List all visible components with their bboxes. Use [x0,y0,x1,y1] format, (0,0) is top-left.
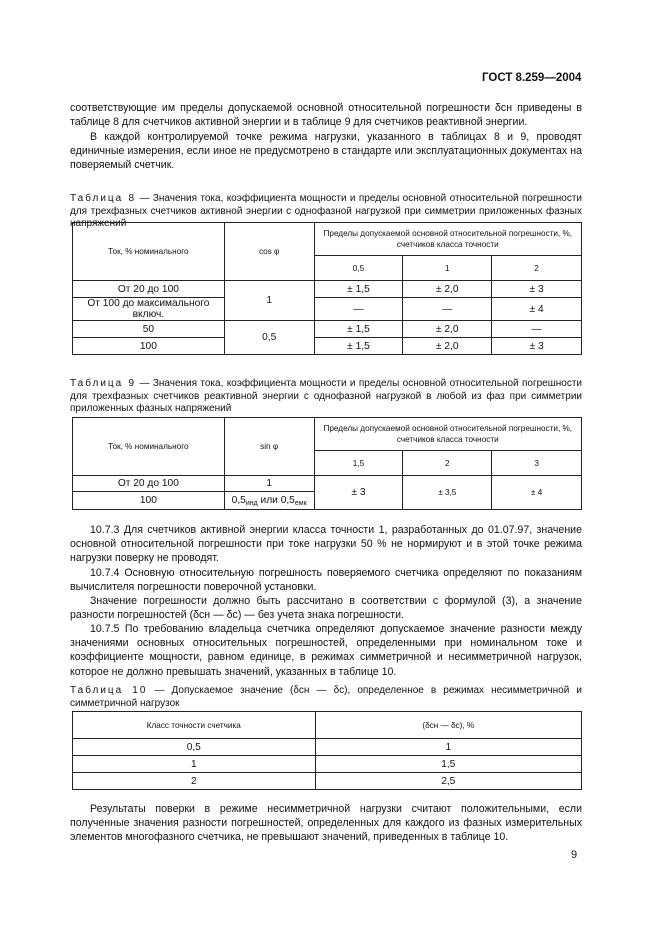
table9-cell-pf: 1 [224,476,314,492]
paragraph-10-7-3: 10.7.3 Для счетчиков активной энергии класса точности 1, разработанных до 01.07.97, значение основной относительной погрешности при токе нагрузки 50 % не нормируют и в этой точке режима нагрузки поверку не проводят. [70,524,582,565]
table8-cell: ± 3 [492,281,582,298]
table9-caption [70,378,582,416]
table9-cell: ± 3 [314,476,403,510]
table9-header-current: Ток, % номинального [73,418,225,476]
table9-class: 3 [492,451,582,476]
table8-header-cos: cos φ [224,223,314,281]
table8-cell: ± 1,5 [314,338,403,355]
table8-class: 2 [492,256,582,281]
table8-cell: — [492,321,582,338]
table8-cell: ± 4 [492,298,582,321]
table9-cell: ± 3,5 [403,476,492,510]
table9-cell-pf [224,492,314,510]
table9-class: 2 [403,451,492,476]
table10-cell-value: 1,5 [315,756,581,773]
ind-subscript: инд [245,500,258,507]
standard-code: ГОСТ 8.259—2004 [482,72,582,84]
table8-class: 0,5 [314,256,403,281]
sin-ind-value: 0,5 [231,495,246,506]
table10-cell-class: 2 [73,773,316,790]
paragraph-difference: Значение погрешности должно быть рассчитано в соответствии с формулой (3), а значение разности погрешностей (δсн — δс) — без учета знака погрешности. [70,595,582,622]
table9-cell: ± 4 [492,476,582,510]
paragraph-10-7-4: 10.7.4 Основную относительную погрешность поверяемого счетчика определяют по показаниям вычислителя погрешности поверочной установки. [70,567,582,594]
intro-paragraph-2: В каждой контролируемой точке режима нагрузки, указанного в таблицах 8 и 9, проводят единичные измерения, если иное не предусмотрено в стандарте или эксплуатационных документах на поверяемый счетчик. [70,131,582,172]
table-8 [72,222,582,355]
table10-header-class: Класс точности счетчика [73,712,316,739]
table8-cell: ± 2,0 [403,281,492,298]
table9-header-sin: sin φ [224,418,314,476]
table8-cell-current: 100 [73,338,225,355]
sin-or-text: или 0,5 [257,495,295,506]
table-9 [72,417,582,510]
paragraph-10-7-5: 10.7.5 По требованию владельца счетчика определяют допускаемое значение разности между значениями основных относительных погрешностей, определенными при номинальном токе и коэффициенте мощности, равном единице, в режимах симметричной и несимметричной нагрузок, которое не должно превышать значений, указанных в таблице 10. [70,623,582,678]
table8-cell-current: 50 [73,321,225,338]
table8-cell: — [314,298,403,321]
table8-cell-current: От 100 до максимального включ. [73,298,225,321]
page-number: 9 [571,849,578,861]
table9-label: Таблица 9 [70,378,137,389]
table8-cell: — [403,298,492,321]
table8-cell-pf: 0,5 [224,321,314,355]
table8-cell: ± 2,0 [403,321,492,338]
intro-paragraph-1: соответствующие им пределы допускаемой основной относительной погрешности δсн приведены в таблице 8 для счетчиков активной энергии и в таблице 9 для счетчиков реактивной энергии. [70,102,582,129]
table9-header-limits: Пределы допускаемой основной относительной погрешности, %, счетчиков класса точности [314,418,581,451]
table8-cell: ± 3 [492,338,582,355]
table8-cell: ± 1,5 [314,321,403,338]
table10-cell-value: 1 [315,739,581,756]
emk-subscript: емк [294,500,307,507]
table10-caption-text: — Допускаемое значение (δсн — δс), определенное в режимах несимметричной и симметричной нагрузок [70,685,582,709]
table8-cell-current: От 20 до 100 [73,281,225,298]
table8-label: Таблица 8 [70,193,137,204]
table8-class: 1 [403,256,492,281]
table9-class: 1,5 [314,451,403,476]
conclusion-paragraph: Результаты поверки в режиме несимметричной нагрузки считают положительными, если полученные значения разности погрешностей, определенных для каждого из фазных измерительных элементов многофазного счетчика, не превышают значений, приведенных в таблице 10. [70,803,582,844]
table10-header-value: (δсн — δс), % [315,712,581,739]
table8-caption-text: — Значения тока, коэффициента мощности и пределы основной относительной погрешности для трехфазных счетчиков активной энергии с однофазной нагрузкой при симметрии приложенных фазных напряжений [70,193,582,230]
table9-cell-current: От 20 до 100 [73,476,225,492]
table8-header-limits: Пределы допускаемой основной относительной погрешности, %, счетчиков класса точности [314,223,581,256]
table10-label: Таблица 10 [70,685,148,696]
table10-caption [70,685,582,710]
table10-cell-class: 1 [73,756,316,773]
table9-caption-text: — Значения тока, коэффициента мощности и пределы основной относительной погрешности для трехфазных счетчиков реактивной энергии с однофазной нагрузкой в любой из фаз при симметрии приложенных фазных напряжений [70,378,582,415]
table10-cell-class: 0,5 [73,739,316,756]
table8-cell-pf: 1 [224,281,314,321]
table10-cell-value: 2,5 [315,773,581,790]
table8-header-current: Ток, % номинального [73,223,225,281]
table8-cell: ± 2,0 [403,338,492,355]
table-10 [72,711,582,790]
table8-cell: ± 1,5 [314,281,403,298]
table9-cell-current: 100 [73,492,225,510]
